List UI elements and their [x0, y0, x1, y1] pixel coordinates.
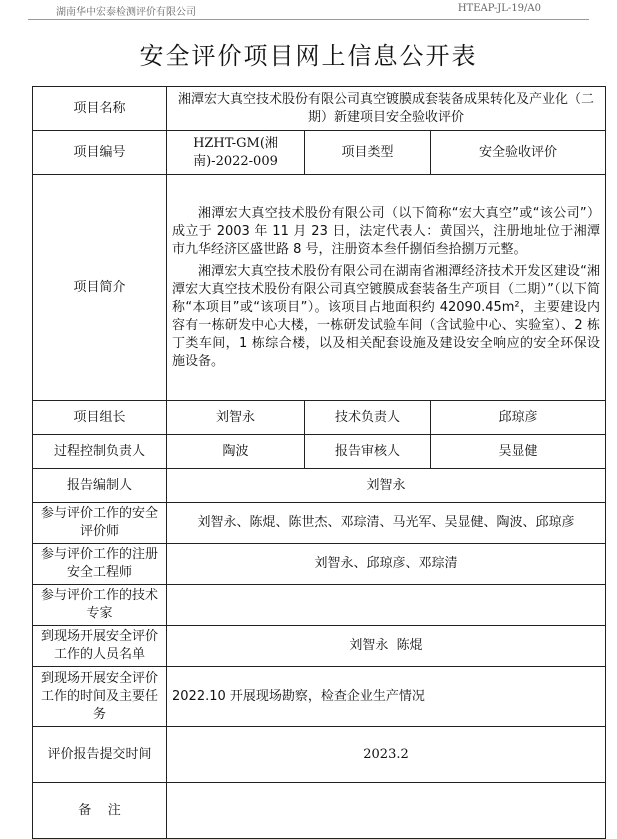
- onsite-time-value: 2022.10 开展现场勘察，检查企业生产情况: [167, 667, 606, 727]
- project-name-value: 湘潭宏大真空技术股份有限公司真空镀膜成套装备成果转化及产业化（二期）新建项目安全验收评价: [167, 87, 606, 131]
- onsite-time-label: 到现场开展安全评价工作的时间及主要任务: [33, 667, 167, 727]
- header-company: 湖南华中宏泰检测评价有限公司: [56, 7, 196, 18]
- header-doc-code: HTEAP-JL-19/A0: [457, 3, 541, 14]
- reviewer-label: 报告审核人: [305, 435, 431, 469]
- onsite-people-label: 到现场开展安全评价工作的人员名单: [33, 626, 167, 667]
- project-no-label: 项目编号: [33, 131, 167, 175]
- tech-lead-label: 技术负责人: [305, 401, 431, 435]
- remarks-label: 备 注: [33, 783, 167, 839]
- page-title: 安全评价项目网上信息公开表: [139, 42, 478, 70]
- row-engineers: [33, 544, 606, 585]
- row-submit-time: [33, 727, 606, 783]
- editor-value: 刘智永: [167, 469, 606, 503]
- intro-paragraph-1: 湘潭宏大真空技术股份有限公司（以下简称“宏大真空”或“该公司”）成立于 2003 年 11 月 23 日，法定代表人：黄国兴，注册地址位于湘潭市九华经济区盛世路 8 号，注册资本叁仟捌佰叁拾捌万元整。: [172, 205, 601, 257]
- row-onsite-time: [33, 667, 606, 727]
- submit-time-value: 2023.2: [167, 727, 606, 783]
- row-remarks: [33, 783, 606, 839]
- project-type-label: 项目类型: [305, 131, 431, 175]
- leader-label: 项目组长: [33, 401, 167, 435]
- onsite-people-value: 刘智永 陈焜: [167, 626, 606, 667]
- intro-value: [167, 175, 606, 401]
- project-type-value: 安全验收评价: [431, 131, 606, 175]
- row-onsite-people: [33, 626, 606, 667]
- editor-label: 报告编制人: [33, 469, 167, 503]
- process-value: 陶波: [167, 435, 305, 469]
- row-editor: [33, 469, 606, 503]
- assessors-value: 刘智永、陈焜、陈世杰、邓琮清、马光军、吴显健、陶波、邱琼彦: [167, 503, 606, 544]
- page-header: [28, 1, 589, 20]
- project-name-label: 项目名称: [33, 87, 167, 131]
- remarks-value: [167, 783, 606, 839]
- experts-label: 参与评价工作的技术专家: [33, 585, 167, 626]
- row-assessors: [33, 503, 606, 544]
- process-label: 过程控制负责人: [33, 435, 167, 469]
- leader-value: 刘智永: [167, 401, 305, 435]
- experts-value: [167, 585, 606, 626]
- assessors-label: 参与评价工作的安全评价师: [33, 503, 167, 544]
- engineers-label: 参与评价工作的注册安全工程师: [33, 544, 167, 585]
- row-experts: [33, 585, 606, 626]
- info-table: [32, 86, 606, 839]
- row-intro: [33, 175, 606, 401]
- intro-label: 项目简介: [33, 175, 167, 401]
- engineers-value: 刘智永、邱琼彦、邓琮清: [167, 544, 606, 585]
- submit-time-label: 评价报告提交时间: [33, 727, 167, 783]
- project-no-value: HZHT-GM(湘南)-2022-009: [167, 131, 305, 175]
- row-process: [33, 435, 606, 469]
- row-project-no: [33, 131, 606, 175]
- intro-paragraph-2: 湘潭宏大真空技术股份有限公司在湖南省湘潭经济技术开发区建设“湘潭宏大真空技术股份有限公司真空镀膜成套装备生产项目（二期）”（以下简称“本项目”或“该项目”）。该项目占地面积约 42090.45m²，主要建设内容有一栋研发中心大楼，一栋研发试验车间（含试验中心、实验室）、2 栋丁类车间，1 栋综合楼，以及相关配套设施及建设安全响应的安全环保设施设备。: [172, 263, 601, 369]
- row-project-name: [33, 87, 606, 131]
- row-leader: [33, 401, 606, 435]
- reviewer-value: 吴显健: [431, 435, 606, 469]
- tech-lead-value: 邱琼彦: [431, 401, 606, 435]
